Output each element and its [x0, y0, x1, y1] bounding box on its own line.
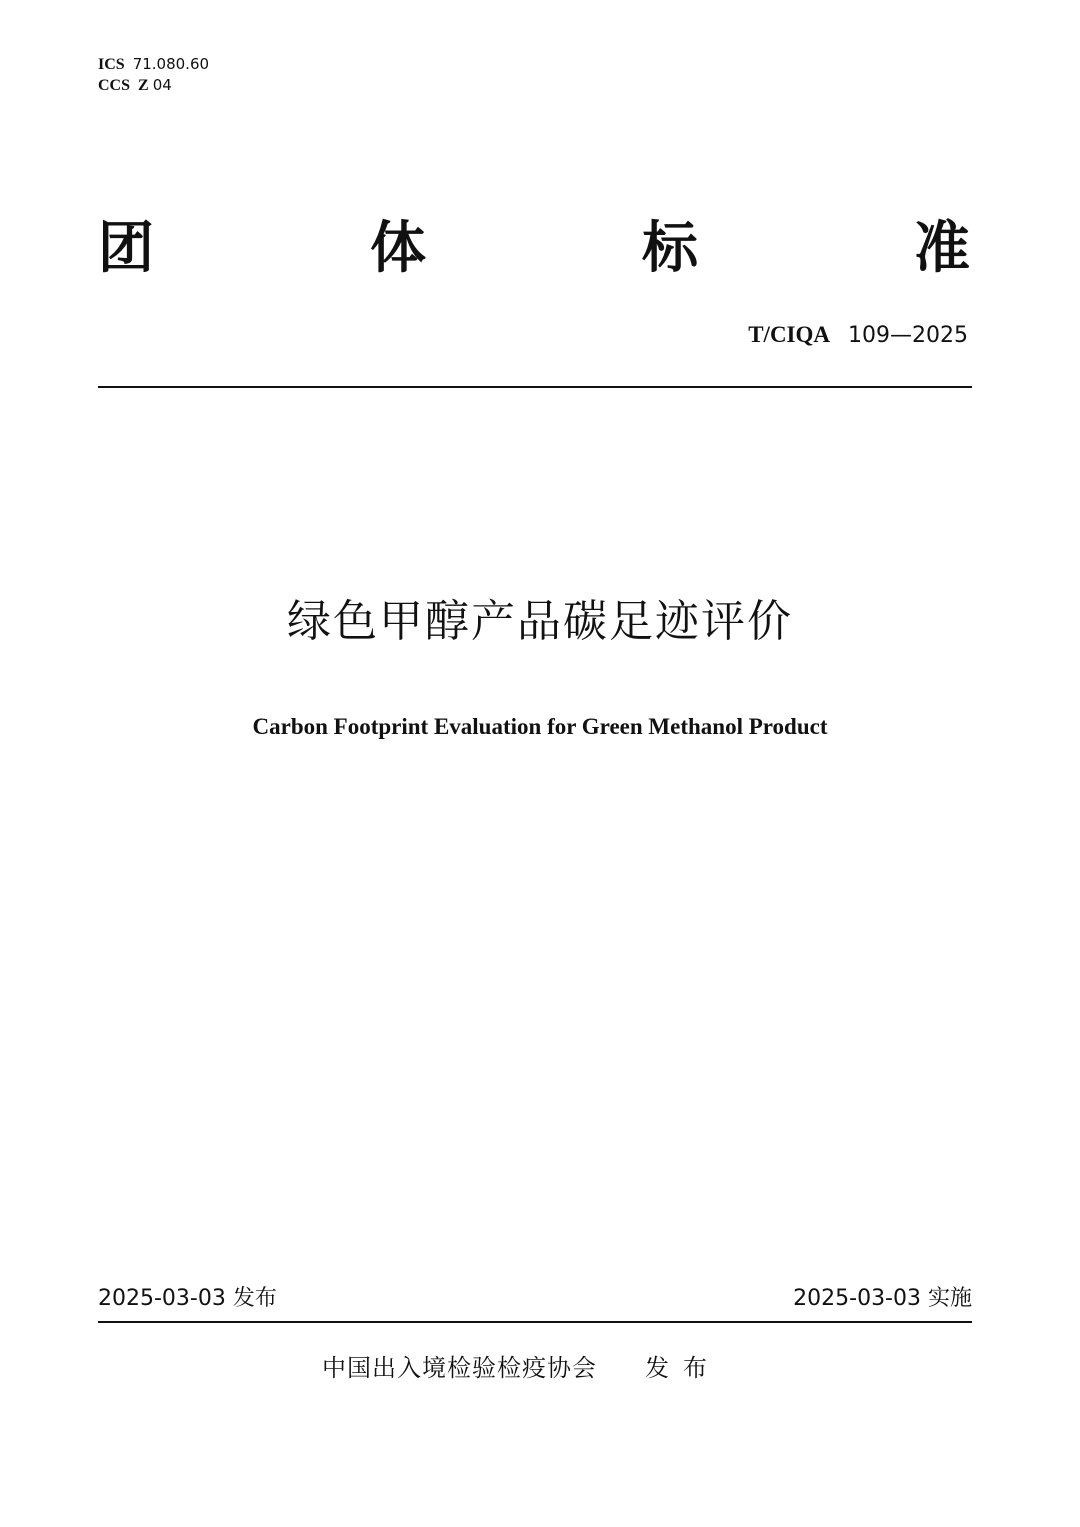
ics-code	[98, 54, 209, 75]
document-title-english: Carbon Footprint Evaluation for Green Methanol Product	[252, 714, 828, 739]
document-title-chinese: 绿色甲醇产品碳足迹评价	[287, 596, 793, 647]
standard-type-char: 标	[642, 216, 698, 281]
ics-label: ICS	[98, 56, 125, 73]
standard-type-char: 体	[370, 216, 426, 281]
standard-number	[748, 320, 968, 351]
issuer-action: 发布	[645, 1354, 721, 1382]
ccs-value: 04	[152, 76, 172, 94]
standard-type-char: 准	[914, 216, 970, 281]
classification-codes	[98, 54, 209, 96]
ccs-label: CCS	[98, 77, 131, 94]
implement-date: 2025-03-03 实施	[793, 1286, 972, 1311]
standard-number-prefix: T/CIQA	[748, 322, 831, 347]
bottom-divider	[98, 1321, 972, 1323]
publish-date: 2025-03-03 发布	[98, 1286, 277, 1311]
ics-value: 71.080.60	[132, 55, 210, 73]
standard-type-char: 团	[98, 216, 154, 281]
standard-number-value: 109—2025	[848, 323, 968, 348]
ccs-letter: Z	[138, 77, 149, 94]
top-divider	[98, 386, 972, 388]
ccs-code	[98, 75, 209, 96]
standard-type-heading	[98, 214, 970, 284]
issuer-organization: 中国出入境检验检疫协会	[322, 1354, 597, 1382]
issuer-line	[322, 1350, 721, 1386]
